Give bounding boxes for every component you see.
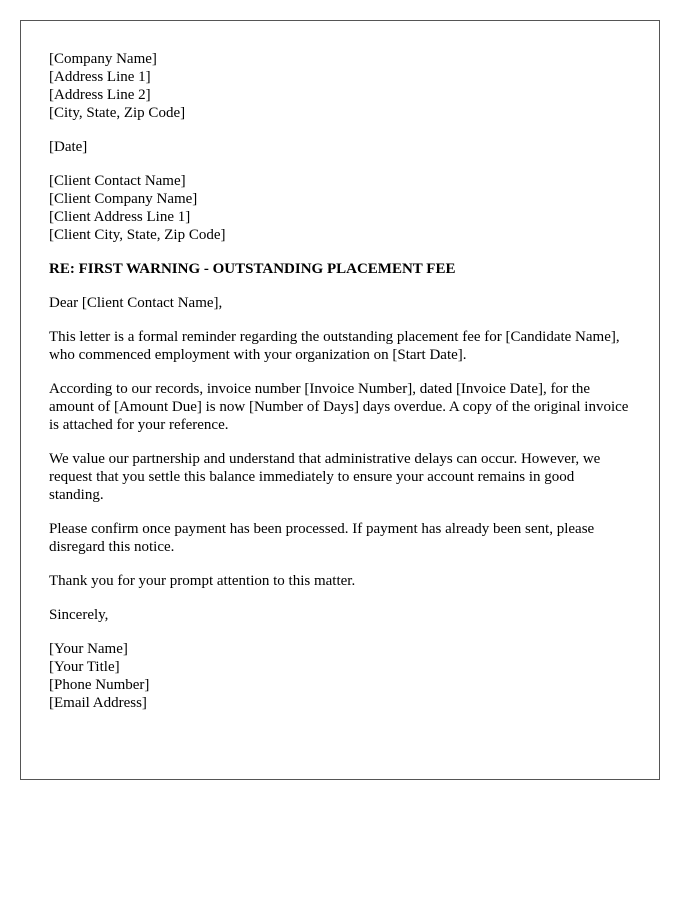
signature-name: [Your Name] — [49, 641, 128, 657]
signature-block — [49, 640, 631, 712]
sender-city-state-zip: [City, State, Zip Code] — [49, 105, 186, 121]
signature-email: [Email Address] — [49, 695, 147, 711]
sender-address-line-2: [Address Line 2] — [49, 87, 151, 103]
body-paragraph-3: We value our partnership and understand that administrative delays can occur. However, we request that you settle this balance immediately to ensure your account remains in good standing. — [49, 451, 601, 503]
sender-address-line-1: [Address Line 1] — [49, 69, 151, 85]
signature-title: [Your Title] — [49, 659, 120, 675]
body-paragraph-4: Please confirm once payment has been processed. If payment has already been sent, please disregard this notice. — [49, 521, 595, 555]
recipient-address-line-1: [Client Address Line 1] — [49, 209, 191, 225]
signature-phone: [Phone Number] — [49, 677, 150, 693]
date-block — [49, 138, 631, 156]
body-paragraph-1: This letter is a formal reminder regarding the outstanding placement fee for [Candidate Name], who commenced employment with your organization on [Start Date]. — [49, 329, 620, 363]
recipient-company-name: [Client Company Name] — [49, 191, 198, 207]
subject-line: RE: FIRST WARNING - OUTSTANDING PLACEMENT FEE — [49, 261, 456, 277]
recipient-city-state-zip: [Client City, State, Zip Code] — [49, 227, 226, 243]
salutation: Dear [Client Contact Name], — [49, 295, 223, 311]
closing: Sincerely, — [49, 607, 109, 623]
sender-address-block — [49, 50, 631, 122]
recipient-address-block — [49, 172, 631, 244]
letter-page — [20, 20, 660, 780]
letter-date: [Date] — [49, 139, 88, 155]
body-paragraph-5: Thank you for your prompt attention to this matter. — [49, 573, 356, 589]
body-paragraph-2: According to our records, invoice number [Invoice Number], dated [Invoice Date], for the amount of [Amount Due] is now [Number of Days] days overdue. A copy of the original invoice is attached for your reference. — [49, 381, 629, 433]
sender-company-name: [Company Name] — [49, 51, 157, 67]
recipient-contact-name: [Client Contact Name] — [49, 173, 186, 189]
